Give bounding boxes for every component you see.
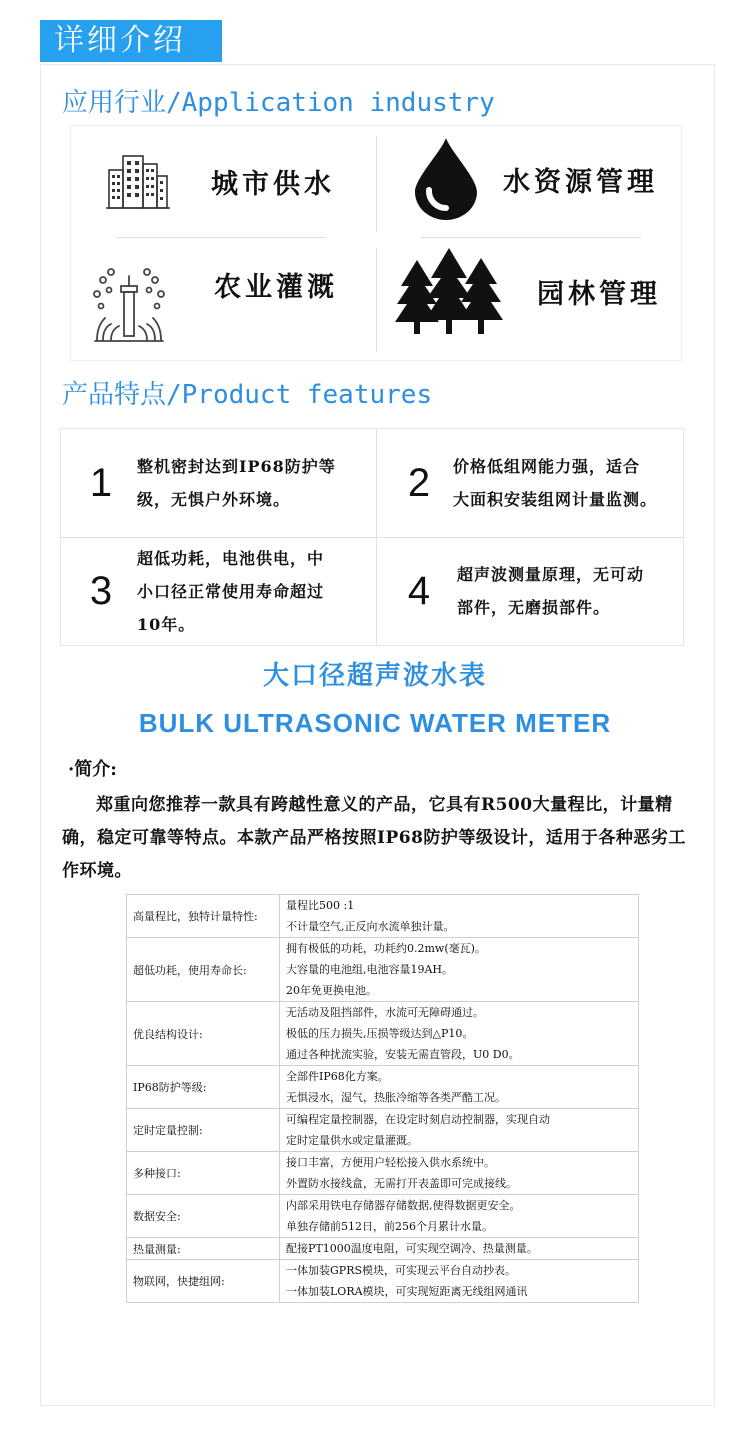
spec-key: 超低功耗，使用寿命长: — [127, 938, 280, 1002]
feature-text-line: 整机密封达到IP68防护等 — [137, 457, 336, 476]
spec-value — [280, 1238, 639, 1260]
feature-text-line: 价格低组网能力强，适合 — [453, 457, 641, 476]
spec-line: 极低的压力损失,压损等级达到△P10。 — [286, 1027, 474, 1040]
industry-item-agriculture — [89, 266, 338, 346]
spec-value — [280, 938, 639, 1002]
spec-line: 内部采用铁电存储器存储数据,使得数据更安全。 — [286, 1199, 521, 1212]
features-panel — [60, 428, 684, 646]
spec-value — [280, 1066, 639, 1109]
industry-title: 应用行业/Application industry — [62, 88, 495, 118]
spec-value — [280, 1002, 639, 1066]
spec-line: 外置防水接线盒，无需打开表盖即可完成接线。 — [286, 1177, 517, 1190]
spec-line: 一体加装LORA模块，可实现短距离无线组网通讯 — [286, 1285, 528, 1298]
industry-label: 水资源管理 — [503, 166, 658, 198]
feature-text-line: 部件，无磨损部件。 — [457, 598, 611, 617]
industry-item-water-resource — [411, 136, 658, 222]
sprinkler-icon — [89, 266, 169, 346]
spec-line: 量程比500 :1 — [286, 899, 355, 912]
feature-item — [71, 537, 371, 645]
spec-key: 多种接口: — [127, 1152, 280, 1195]
spec-key: 优良结构设计: — [127, 1002, 280, 1066]
feature-text-line: 10年。 — [137, 614, 196, 634]
spec-value — [280, 1109, 639, 1152]
industry-panel — [70, 125, 682, 361]
spec-value — [280, 895, 639, 938]
spec-key: 定时定量控制: — [127, 1109, 280, 1152]
industry-label: 农业灌溉 — [214, 271, 338, 303]
spec-key: 数据安全: — [127, 1195, 280, 1238]
feature-text-line: 超声波测量原理，无可动 — [457, 565, 645, 584]
table-row — [127, 1195, 639, 1238]
feature-text-line: 小口径正常使用寿命超过 — [137, 581, 325, 601]
spec-line: 大容量的电池组,电池容量19AH。 — [286, 963, 454, 976]
spec-line: 定时定量供水或定量灌溉。 — [286, 1134, 418, 1147]
table-row — [127, 1152, 639, 1195]
table-row — [127, 1002, 639, 1066]
features-title: 产品特点/Product features — [62, 380, 433, 410]
table-row — [127, 1066, 639, 1109]
table-row — [127, 1238, 639, 1260]
intro-heading: ·简介: — [68, 759, 117, 780]
spec-key: 高量程比，独特计量特性: — [127, 895, 280, 938]
feature-number: 1 — [89, 460, 113, 505]
spec-line: 无惧浸水，湿气，热胀冷缩等各类严酷工况。 — [286, 1091, 506, 1104]
spec-line: 单独存储前512日，前256个月累计水量。 — [286, 1220, 493, 1233]
city-buildings-icon — [105, 148, 171, 214]
spec-table — [126, 894, 639, 1303]
feature-text-line: 级，无惧户外环境。 — [137, 490, 291, 509]
industry-item-garden — [393, 246, 661, 336]
product-name-cn: 大口径超声波水表 — [262, 661, 487, 691]
spec-value — [280, 1195, 639, 1238]
spec-line: 通过各种扰流实验，安装无需直管段，U0 D0。 — [286, 1048, 520, 1061]
section-tag: 详细介绍 — [40, 20, 222, 62]
feature-item — [71, 429, 371, 537]
table-row — [127, 938, 639, 1002]
spec-line: 一体加装GPRS模块，可实现云平台自动抄表。 — [286, 1264, 517, 1277]
feature-item — [389, 429, 679, 537]
spec-value — [280, 1260, 639, 1303]
spec-value — [280, 1152, 639, 1195]
table-row — [127, 1260, 639, 1303]
spec-line: 接口丰富，方便用户轻松接入供水系统中。 — [286, 1156, 495, 1169]
feature-number: 4 — [407, 568, 431, 613]
industry-item-city-water — [105, 148, 335, 214]
spec-line: 可编程定量控制器，在设定时刻启动控制器，实现自动 — [286, 1113, 550, 1126]
water-drop-icon — [411, 136, 481, 222]
spec-key: 物联网，快捷组网: — [127, 1260, 280, 1303]
product-name-en: BULK ULTRASONIC WATER METER — [138, 708, 612, 738]
spec-key: IP68防护等级: — [127, 1066, 280, 1109]
spec-line: 无活动及阻挡部件，水流可无障碍通过。 — [286, 1006, 484, 1019]
trees-icon — [393, 246, 503, 336]
spec-line: 不计量空气,正反向水流单独计量。 — [286, 920, 455, 933]
feature-number: 2 — [407, 460, 431, 505]
intro-paragraph: 郑重向您推荐一款具有跨越性意义的产品，它具有R500大量程比，计量精确，稳定可靠等特点。本款产品严格按照IP68防护等级设计，适用于各种恶劣工作环境。 — [62, 795, 686, 881]
table-row — [127, 1109, 639, 1152]
spec-line: 全部件IP68化方案。 — [286, 1070, 389, 1083]
feature-text-line: 超低功耗，电池供电，中 — [137, 548, 325, 568]
feature-item — [389, 537, 679, 645]
spec-line: 20年免更换电池。 — [286, 984, 377, 997]
industry-label: 城市供水 — [211, 168, 335, 200]
table-row — [127, 895, 639, 938]
spec-key: 热量测量: — [127, 1238, 280, 1260]
feature-text-line: 大面积安装组网计量监测。 — [453, 490, 658, 509]
industry-label: 园林管理 — [537, 278, 661, 310]
feature-number: 3 — [89, 568, 113, 613]
spec-line: 拥有极低的功耗，功耗约0.2mw(毫瓦)。 — [286, 942, 486, 955]
spec-line: 配接PT1000温度电阻，可实现空调冷、热量测量。 — [286, 1242, 538, 1255]
